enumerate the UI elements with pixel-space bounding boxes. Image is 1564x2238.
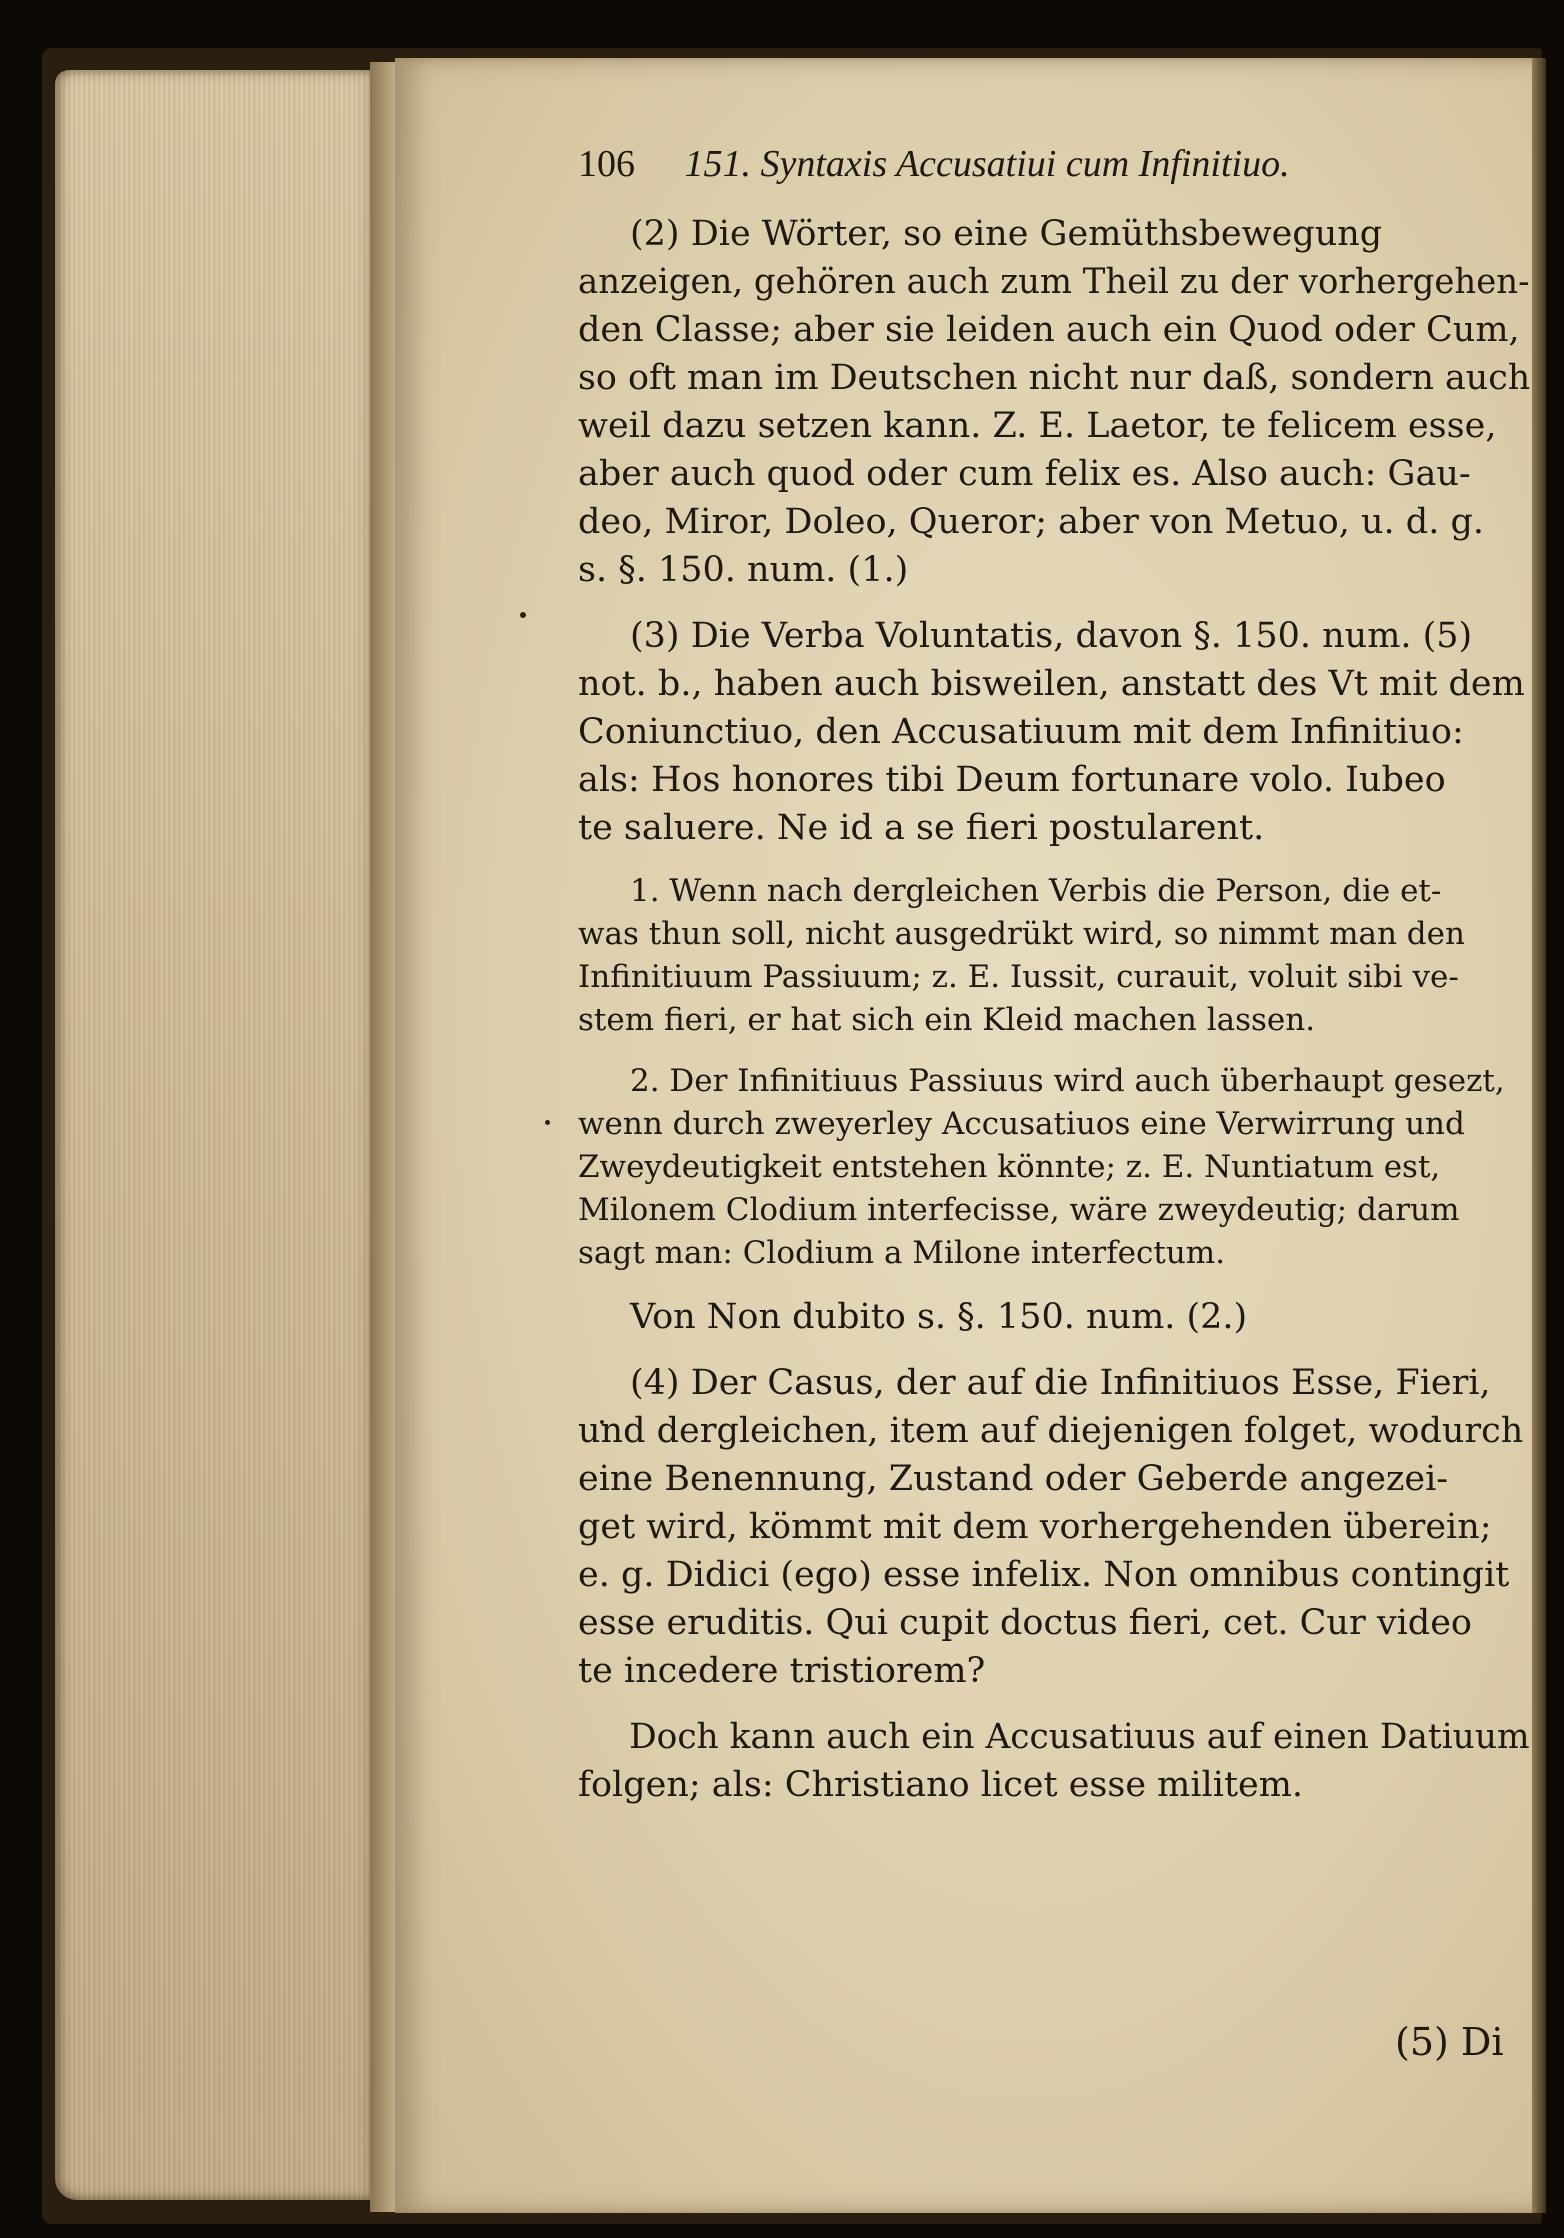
text-line: so oft man im Deutschen nicht nur daß, sondern auch <box>578 358 1531 398</box>
text-line: 1. Wenn nach dergleichen Verbis die Person, die et- <box>630 873 1442 909</box>
text-line: anzeigen, gehören auch zum Theil zu der vorhergehen- <box>578 262 1530 302</box>
text-line: get wird, kömmt mit dem vorhergehenden überein; <box>578 1507 1492 1547</box>
text-line: Zweydeutigkeit entstehen könnte; z. E. Nuntiatum est, <box>578 1149 1441 1185</box>
text-line: te saluere. Ne id a se fieri postularent. <box>578 808 1265 848</box>
text-line: als: Hos honores tibi Deum fortunare volo. Iubeo <box>578 760 1446 800</box>
page-edges <box>55 70 377 2200</box>
text-line: esse eruditis. Qui cupit doctus fieri, cet. Cur video <box>578 1603 1472 1643</box>
text-line: 2. Der Infinitiuus Passiuus wird auch überhaupt gesezt, <box>630 1063 1505 1099</box>
paragraph-doch <box>578 1713 1530 1809</box>
paragraph-von <box>578 1293 1530 1341</box>
text-line: was thun soll, nicht ausgedrükt wird, so nimmt man den <box>578 916 1465 952</box>
running-head: 151. Syntaxis Accusatiui cum Infinitiuo. <box>684 143 1290 185</box>
text-line: te incedere tristiorem? <box>578 1651 986 1691</box>
page-right-edge <box>1532 58 1546 2213</box>
text-line: Coniunctiuo, den Accusatiuum mit dem Infinitiuo: <box>578 712 1464 752</box>
page-text <box>578 140 1530 1827</box>
text-line: sagt man: Clodium a Milone interfectum. <box>578 1235 1226 1271</box>
catchword: (5) Di <box>1395 2020 1504 2064</box>
paragraph-3 <box>578 612 1530 852</box>
text-line: (2) Die Wörter, so eine Gemüthsbewegung <box>630 214 1383 254</box>
text-line: weil dazu setzen kann. Z. E. Laetor, te felicem esse, <box>578 406 1497 446</box>
text-line: Doch kann auch ein Accusatiuus auf einen Datiuum <box>629 1717 1530 1757</box>
ink-speck <box>520 612 526 618</box>
text-line: folgen; als: Christiano licet esse militem. <box>578 1765 1304 1805</box>
running-header <box>578 140 1530 188</box>
text-line: s. §. 150. num. (1.) <box>578 550 909 590</box>
text-line: stem fieri, er hat sich ein Kleid machen lassen. <box>578 1002 1316 1038</box>
paragraph-2 <box>578 210 1530 594</box>
text-line: (3) Die Verba Voluntatis, davon §. 150. num. (5) <box>630 616 1473 656</box>
text-line: not. b., haben auch bisweilen, anstatt des Vt mit dem <box>578 664 1525 704</box>
text-line: deo, Miror, Doleo, Queror; aber von Metuo, u. d. g. <box>578 502 1484 542</box>
text-line: (4) Der Casus, der auf die Infinitiuos Esse, Fieri, <box>630 1363 1491 1403</box>
text-line: wenn durch zweyerley Accusatiuos eine Verwirrung und <box>578 1106 1465 1142</box>
text-line: und dergleichen, item auf diejenigen folget, wodurch <box>578 1411 1524 1451</box>
paragraph-4 <box>578 1359 1530 1695</box>
note-1 <box>578 870 1530 1042</box>
text-line: Von Non dubito s. §. 150. num. (2.) <box>630 1297 1248 1337</box>
text-line: eine Benennung, Zustand oder Geberde angezei- <box>578 1459 1449 1499</box>
text-line: Milonem Clodium interfecisse, wäre zweydeutig; darum <box>578 1192 1460 1228</box>
page-number: 106 <box>578 143 635 185</box>
text-line: den Classe; aber sie leiden auch ein Quod oder Cum, <box>578 310 1520 350</box>
text-line: Infinitiuum Passiuum; z. E. Iussit, curauit, voluit sibi ve- <box>578 959 1459 995</box>
text-line: aber auch quod oder cum felix es. Also auch: Gau- <box>578 454 1471 494</box>
ink-speck <box>545 1120 550 1125</box>
text-line: e. g. Didici (ego) esse infelix. Non omnibus contingit <box>578 1555 1510 1595</box>
note-2 <box>578 1060 1530 1275</box>
